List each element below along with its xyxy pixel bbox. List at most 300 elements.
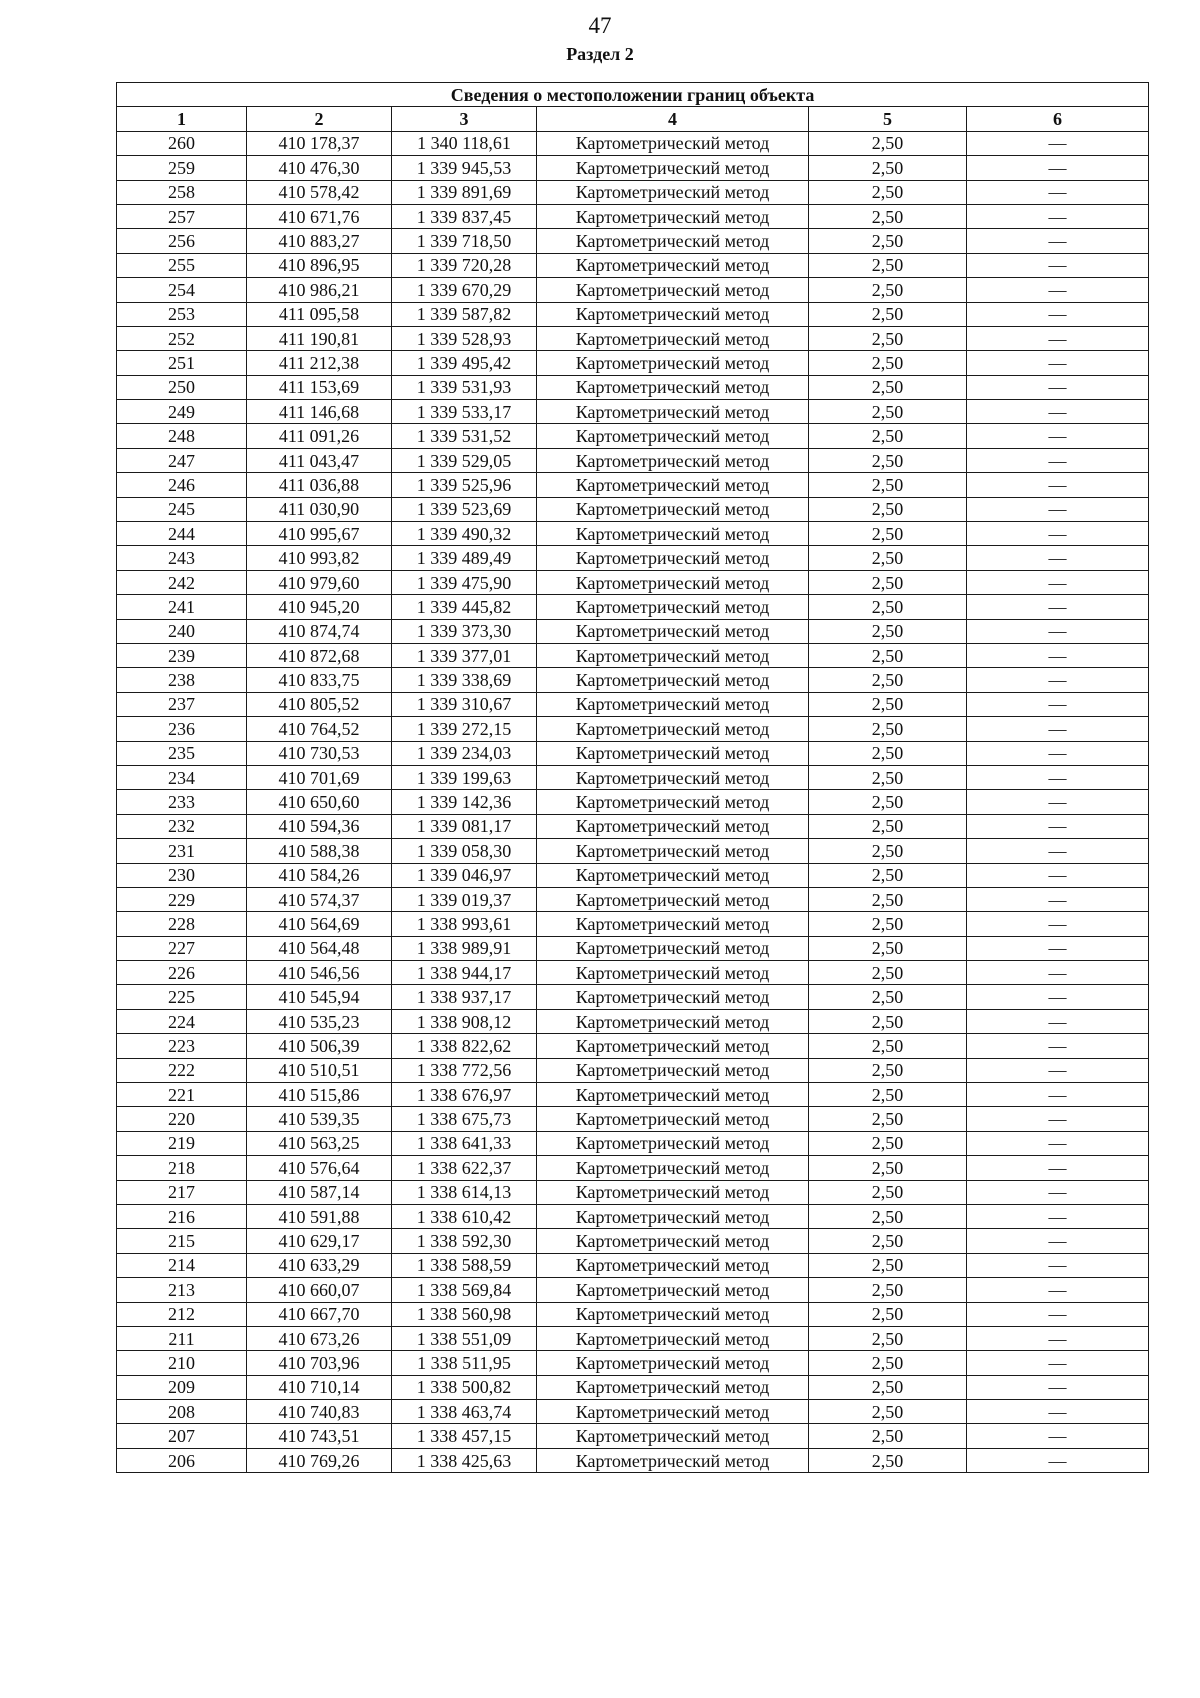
table-row	[117, 814, 1149, 838]
y-coordinate-cell: 1 338 822,62	[392, 1034, 537, 1058]
method-cell: Картометрический метод	[537, 253, 809, 277]
y-coordinate-cell: 1 339 338,69	[392, 668, 537, 692]
x-coordinate-cell: 410 660,07	[247, 1278, 392, 1302]
point-number-cell: 215	[117, 1229, 247, 1253]
x-coordinate-cell: 410 563,25	[247, 1131, 392, 1155]
point-number-cell: 206	[117, 1448, 247, 1472]
method-cell: Картометрический метод	[537, 1253, 809, 1277]
table-row	[117, 1034, 1149, 1058]
method-cell: Картометрический метод	[537, 790, 809, 814]
method-cell: Картометрический метод	[537, 326, 809, 350]
table-row	[117, 351, 1149, 375]
method-cell: Картометрический метод	[537, 1302, 809, 1326]
method-cell: Картометрический метод	[537, 546, 809, 570]
x-coordinate-cell: 410 995,67	[247, 522, 392, 546]
note-cell: —	[967, 1058, 1149, 1082]
accuracy-cell: 2,50	[809, 912, 967, 936]
accuracy-cell: 2,50	[809, 229, 967, 253]
point-number-cell: 232	[117, 814, 247, 838]
point-number-cell: 213	[117, 1278, 247, 1302]
note-cell: —	[967, 351, 1149, 375]
y-coordinate-cell: 1 339 081,17	[392, 814, 537, 838]
point-number-cell: 255	[117, 253, 247, 277]
method-cell: Картометрический метод	[537, 473, 809, 497]
point-number-cell: 231	[117, 839, 247, 863]
note-cell: —	[967, 1448, 1149, 1472]
method-cell: Картометрический метод	[537, 424, 809, 448]
method-cell: Картометрический метод	[537, 400, 809, 424]
x-coordinate-cell: 410 896,95	[247, 253, 392, 277]
table-row	[117, 887, 1149, 911]
method-cell: Картометрический метод	[537, 278, 809, 302]
y-coordinate-cell: 1 338 676,97	[392, 1083, 537, 1107]
y-coordinate-cell: 1 338 560,98	[392, 1302, 537, 1326]
note-cell: —	[967, 1375, 1149, 1399]
point-number-cell: 259	[117, 156, 247, 180]
table-row	[117, 326, 1149, 350]
note-cell: —	[967, 887, 1149, 911]
accuracy-cell: 2,50	[809, 497, 967, 521]
x-coordinate-cell: 410 986,21	[247, 278, 392, 302]
method-cell: Картометрический метод	[537, 570, 809, 594]
accuracy-cell: 2,50	[809, 522, 967, 546]
note-cell: —	[967, 1156, 1149, 1180]
method-cell: Картометрический метод	[537, 1009, 809, 1033]
accuracy-cell: 2,50	[809, 1034, 967, 1058]
table-row	[117, 936, 1149, 960]
note-cell: —	[967, 424, 1149, 448]
x-coordinate-cell: 410 574,37	[247, 887, 392, 911]
column-number-row	[117, 107, 1149, 131]
y-coordinate-cell: 1 338 569,84	[392, 1278, 537, 1302]
accuracy-cell: 2,50	[809, 1229, 967, 1253]
y-coordinate-cell: 1 339 058,30	[392, 839, 537, 863]
note-cell: —	[967, 1131, 1149, 1155]
method-cell: Картометрический метод	[537, 765, 809, 789]
table-row	[117, 1278, 1149, 1302]
x-coordinate-cell: 410 576,64	[247, 1156, 392, 1180]
table-row	[117, 961, 1149, 985]
method-cell: Картометрический метод	[537, 839, 809, 863]
point-number-cell: 227	[117, 936, 247, 960]
note-cell: —	[967, 912, 1149, 936]
table-row	[117, 1180, 1149, 1204]
method-cell: Картометрический метод	[537, 912, 809, 936]
y-coordinate-cell: 1 338 500,82	[392, 1375, 537, 1399]
method-cell: Картометрический метод	[537, 1107, 809, 1131]
table-row	[117, 1009, 1149, 1033]
x-coordinate-cell: 410 629,17	[247, 1229, 392, 1253]
method-cell: Картометрический метод	[537, 1375, 809, 1399]
table-row	[117, 229, 1149, 253]
y-coordinate-cell: 1 338 614,13	[392, 1180, 537, 1204]
x-coordinate-cell: 410 703,96	[247, 1351, 392, 1375]
note-cell: —	[967, 741, 1149, 765]
x-coordinate-cell: 410 979,60	[247, 570, 392, 594]
x-coordinate-cell: 411 091,26	[247, 424, 392, 448]
point-number-cell: 238	[117, 668, 247, 692]
y-coordinate-cell: 1 338 622,37	[392, 1156, 537, 1180]
accuracy-cell: 2,50	[809, 790, 967, 814]
accuracy-cell: 2,50	[809, 1448, 967, 1472]
column-header-1: 1	[117, 107, 247, 131]
y-coordinate-cell: 1 339 199,63	[392, 765, 537, 789]
point-number-cell: 226	[117, 961, 247, 985]
point-number-cell: 236	[117, 717, 247, 741]
point-number-cell: 260	[117, 131, 247, 155]
table-row	[117, 1083, 1149, 1107]
point-number-cell: 246	[117, 473, 247, 497]
point-number-cell: 252	[117, 326, 247, 350]
table-row	[117, 156, 1149, 180]
y-coordinate-cell: 1 339 531,93	[392, 375, 537, 399]
method-cell: Картометрический метод	[537, 692, 809, 716]
accuracy-cell: 2,50	[809, 936, 967, 960]
x-coordinate-cell: 410 769,26	[247, 1448, 392, 1472]
method-cell: Картометрический метод	[537, 717, 809, 741]
table-row	[117, 131, 1149, 155]
table-row	[117, 1204, 1149, 1228]
x-coordinate-cell: 410 545,94	[247, 985, 392, 1009]
y-coordinate-cell: 1 339 495,42	[392, 351, 537, 375]
point-number-cell: 258	[117, 180, 247, 204]
y-coordinate-cell: 1 339 489,49	[392, 546, 537, 570]
note-cell: —	[967, 643, 1149, 667]
accuracy-cell: 2,50	[809, 400, 967, 424]
y-coordinate-cell: 1 339 373,30	[392, 619, 537, 643]
point-number-cell: 211	[117, 1326, 247, 1350]
x-coordinate-cell: 410 833,75	[247, 668, 392, 692]
x-coordinate-cell: 411 212,38	[247, 351, 392, 375]
page-number: 47	[588, 13, 612, 38]
x-coordinate-cell: 411 190,81	[247, 326, 392, 350]
table-row	[117, 302, 1149, 326]
column-header-4: 4	[537, 107, 809, 131]
x-coordinate-cell: 411 146,68	[247, 400, 392, 424]
method-cell: Картометрический метод	[537, 448, 809, 472]
accuracy-cell: 2,50	[809, 961, 967, 985]
point-number-cell: 240	[117, 619, 247, 643]
x-coordinate-cell: 410 945,20	[247, 595, 392, 619]
y-coordinate-cell: 1 338 457,15	[392, 1424, 537, 1448]
point-number-cell: 212	[117, 1302, 247, 1326]
note-cell: —	[967, 570, 1149, 594]
x-coordinate-cell: 410 578,42	[247, 180, 392, 204]
table-row	[117, 912, 1149, 936]
accuracy-cell: 2,50	[809, 131, 967, 155]
y-coordinate-cell: 1 338 511,95	[392, 1351, 537, 1375]
method-cell: Картометрический метод	[537, 1400, 809, 1424]
method-cell: Картометрический метод	[537, 863, 809, 887]
note-cell: —	[967, 1253, 1149, 1277]
note-cell: —	[967, 936, 1149, 960]
accuracy-cell: 2,50	[809, 180, 967, 204]
method-cell: Картометрический метод	[537, 1083, 809, 1107]
accuracy-cell: 2,50	[809, 1400, 967, 1424]
note-cell: —	[967, 692, 1149, 716]
y-coordinate-cell: 1 339 142,36	[392, 790, 537, 814]
point-number-cell: 219	[117, 1131, 247, 1155]
y-coordinate-cell: 1 339 234,03	[392, 741, 537, 765]
accuracy-cell: 2,50	[809, 985, 967, 1009]
accuracy-cell: 2,50	[809, 278, 967, 302]
table-row	[117, 1131, 1149, 1155]
y-coordinate-cell: 1 339 310,67	[392, 692, 537, 716]
accuracy-cell: 2,50	[809, 765, 967, 789]
point-number-cell: 230	[117, 863, 247, 887]
table-row	[117, 278, 1149, 302]
table-row	[117, 375, 1149, 399]
accuracy-cell: 2,50	[809, 570, 967, 594]
accuracy-cell: 2,50	[809, 1083, 967, 1107]
note-cell: —	[967, 814, 1149, 838]
method-cell: Картометрический метод	[537, 156, 809, 180]
method-cell: Картометрический метод	[537, 1058, 809, 1082]
table-row	[117, 595, 1149, 619]
note-cell: —	[967, 1107, 1149, 1131]
point-number-cell: 229	[117, 887, 247, 911]
point-number-cell: 242	[117, 570, 247, 594]
method-cell: Картометрический метод	[537, 302, 809, 326]
accuracy-cell: 2,50	[809, 253, 967, 277]
note-cell: —	[967, 204, 1149, 228]
note-cell: —	[967, 619, 1149, 643]
accuracy-cell: 2,50	[809, 887, 967, 911]
table-row	[117, 448, 1149, 472]
x-coordinate-cell: 410 564,48	[247, 936, 392, 960]
method-cell: Картометрический метод	[537, 522, 809, 546]
point-number-cell: 251	[117, 351, 247, 375]
y-coordinate-cell: 1 339 490,32	[392, 522, 537, 546]
note-cell: —	[967, 1278, 1149, 1302]
method-cell: Картометрический метод	[537, 595, 809, 619]
method-cell: Картометрический метод	[537, 1326, 809, 1350]
accuracy-cell: 2,50	[809, 619, 967, 643]
method-cell: Картометрический метод	[537, 1278, 809, 1302]
note-cell: —	[967, 1083, 1149, 1107]
table-row	[117, 1424, 1149, 1448]
accuracy-cell: 2,50	[809, 863, 967, 887]
point-number-cell: 222	[117, 1058, 247, 1082]
method-cell: Картометрический метод	[537, 619, 809, 643]
y-coordinate-cell: 1 339 670,29	[392, 278, 537, 302]
table-row	[117, 424, 1149, 448]
table-row	[117, 790, 1149, 814]
x-coordinate-cell: 410 506,39	[247, 1034, 392, 1058]
x-coordinate-cell: 410 564,69	[247, 912, 392, 936]
y-coordinate-cell: 1 338 944,17	[392, 961, 537, 985]
y-coordinate-cell: 1 338 675,73	[392, 1107, 537, 1131]
method-cell: Картометрический метод	[537, 936, 809, 960]
accuracy-cell: 2,50	[809, 814, 967, 838]
accuracy-cell: 2,50	[809, 1278, 967, 1302]
x-coordinate-cell: 410 673,26	[247, 1326, 392, 1350]
note-cell: —	[967, 375, 1149, 399]
y-coordinate-cell: 1 338 641,33	[392, 1131, 537, 1155]
note-cell: —	[967, 839, 1149, 863]
point-number-cell: 218	[117, 1156, 247, 1180]
y-coordinate-cell: 1 339 475,90	[392, 570, 537, 594]
note-cell: —	[967, 229, 1149, 253]
y-coordinate-cell: 1 338 592,30	[392, 1229, 537, 1253]
note-cell: —	[967, 400, 1149, 424]
table-row	[117, 497, 1149, 521]
accuracy-cell: 2,50	[809, 1424, 967, 1448]
y-coordinate-cell: 1 339 019,37	[392, 887, 537, 911]
point-number-cell: 256	[117, 229, 247, 253]
note-cell: —	[967, 765, 1149, 789]
y-coordinate-cell: 1 338 908,12	[392, 1009, 537, 1033]
x-coordinate-cell: 410 671,76	[247, 204, 392, 228]
note-cell: —	[967, 497, 1149, 521]
note-cell: —	[967, 863, 1149, 887]
point-number-cell: 247	[117, 448, 247, 472]
point-number-cell: 214	[117, 1253, 247, 1277]
x-coordinate-cell: 410 740,83	[247, 1400, 392, 1424]
accuracy-cell: 2,50	[809, 424, 967, 448]
x-coordinate-cell: 410 587,14	[247, 1180, 392, 1204]
table-row	[117, 1253, 1149, 1277]
point-number-cell: 249	[117, 400, 247, 424]
note-cell: —	[967, 180, 1149, 204]
point-number-cell: 210	[117, 1351, 247, 1375]
accuracy-cell: 2,50	[809, 448, 967, 472]
point-number-cell: 221	[117, 1083, 247, 1107]
x-coordinate-cell: 410 594,36	[247, 814, 392, 838]
y-coordinate-cell: 1 339 891,69	[392, 180, 537, 204]
method-cell: Картометрический метод	[537, 961, 809, 985]
column-header-6: 6	[967, 107, 1149, 131]
point-number-cell: 250	[117, 375, 247, 399]
x-coordinate-cell: 411 036,88	[247, 473, 392, 497]
table-row	[117, 253, 1149, 277]
accuracy-cell: 2,50	[809, 326, 967, 350]
accuracy-cell: 2,50	[809, 1107, 967, 1131]
method-cell: Картометрический метод	[537, 1229, 809, 1253]
table-row	[117, 1400, 1149, 1424]
point-number-cell: 257	[117, 204, 247, 228]
note-cell: —	[967, 522, 1149, 546]
note-cell: —	[967, 961, 1149, 985]
method-cell: Картометрический метод	[537, 1156, 809, 1180]
note-cell: —	[967, 595, 1149, 619]
method-cell: Картометрический метод	[537, 1351, 809, 1375]
x-coordinate-cell: 410 650,60	[247, 790, 392, 814]
y-coordinate-cell: 1 339 945,53	[392, 156, 537, 180]
accuracy-cell: 2,50	[809, 204, 967, 228]
x-coordinate-cell: 410 743,51	[247, 1424, 392, 1448]
x-coordinate-cell: 410 883,27	[247, 229, 392, 253]
note-cell: —	[967, 302, 1149, 326]
table-row	[117, 546, 1149, 570]
x-coordinate-cell: 410 872,68	[247, 643, 392, 667]
note-cell: —	[967, 473, 1149, 497]
y-coordinate-cell: 1 339 837,45	[392, 204, 537, 228]
x-coordinate-cell: 410 588,38	[247, 839, 392, 863]
accuracy-cell: 2,50	[809, 1351, 967, 1375]
point-number-cell: 233	[117, 790, 247, 814]
method-cell: Картометрический метод	[537, 1180, 809, 1204]
note-cell: —	[967, 717, 1149, 741]
x-coordinate-cell: 410 476,30	[247, 156, 392, 180]
accuracy-cell: 2,50	[809, 473, 967, 497]
accuracy-cell: 2,50	[809, 839, 967, 863]
y-coordinate-cell: 1 339 272,15	[392, 717, 537, 741]
method-cell: Картометрический метод	[537, 1034, 809, 1058]
table-row	[117, 741, 1149, 765]
table-row	[117, 180, 1149, 204]
table-row	[117, 400, 1149, 424]
column-header-5: 5	[809, 107, 967, 131]
accuracy-cell: 2,50	[809, 1131, 967, 1155]
point-number-cell: 207	[117, 1424, 247, 1448]
section-title: Раздел 2	[566, 44, 634, 64]
accuracy-cell: 2,50	[809, 741, 967, 765]
table-row	[117, 717, 1149, 741]
table-row	[117, 765, 1149, 789]
point-number-cell: 216	[117, 1204, 247, 1228]
point-number-cell: 243	[117, 546, 247, 570]
accuracy-cell: 2,50	[809, 692, 967, 716]
accuracy-cell: 2,50	[809, 1204, 967, 1228]
accuracy-cell: 2,50	[809, 375, 967, 399]
x-coordinate-cell: 410 535,23	[247, 1009, 392, 1033]
y-coordinate-cell: 1 338 993,61	[392, 912, 537, 936]
x-coordinate-cell: 410 515,86	[247, 1083, 392, 1107]
x-coordinate-cell: 410 510,51	[247, 1058, 392, 1082]
x-coordinate-cell: 410 633,29	[247, 1253, 392, 1277]
y-coordinate-cell: 1 339 523,69	[392, 497, 537, 521]
table-row	[117, 668, 1149, 692]
x-coordinate-cell: 411 153,69	[247, 375, 392, 399]
y-coordinate-cell: 1 338 551,09	[392, 1326, 537, 1350]
table-body	[117, 131, 1149, 1472]
method-cell: Картометрический метод	[537, 741, 809, 765]
accuracy-cell: 2,50	[809, 1326, 967, 1350]
note-cell: —	[967, 1400, 1149, 1424]
accuracy-cell: 2,50	[809, 546, 967, 570]
note-cell: —	[967, 1424, 1149, 1448]
accuracy-cell: 2,50	[809, 1009, 967, 1033]
y-coordinate-cell: 1 339 533,17	[392, 400, 537, 424]
note-cell: —	[967, 1326, 1149, 1350]
method-cell: Картометрический метод	[537, 1204, 809, 1228]
method-cell: Картометрический метод	[537, 814, 809, 838]
method-cell: Картометрический метод	[537, 180, 809, 204]
note-cell: —	[967, 1229, 1149, 1253]
table-row	[117, 985, 1149, 1009]
note-cell: —	[967, 1204, 1149, 1228]
note-cell: —	[967, 1034, 1149, 1058]
y-coordinate-cell: 1 339 046,97	[392, 863, 537, 887]
x-coordinate-cell: 410 701,69	[247, 765, 392, 789]
y-coordinate-cell: 1 339 720,28	[392, 253, 537, 277]
method-cell: Картометрический метод	[537, 204, 809, 228]
point-number-cell: 237	[117, 692, 247, 716]
method-cell: Картометрический метод	[537, 229, 809, 253]
method-cell: Картометрический метод	[537, 1131, 809, 1155]
accuracy-cell: 2,50	[809, 717, 967, 741]
caption-row	[117, 83, 1149, 107]
point-number-cell: 209	[117, 1375, 247, 1399]
method-cell: Картометрический метод	[537, 985, 809, 1009]
y-coordinate-cell: 1 338 937,17	[392, 985, 537, 1009]
method-cell: Картометрический метод	[537, 351, 809, 375]
table-row	[117, 643, 1149, 667]
accuracy-cell: 2,50	[809, 1180, 967, 1204]
table-row	[117, 619, 1149, 643]
note-cell: —	[967, 278, 1149, 302]
